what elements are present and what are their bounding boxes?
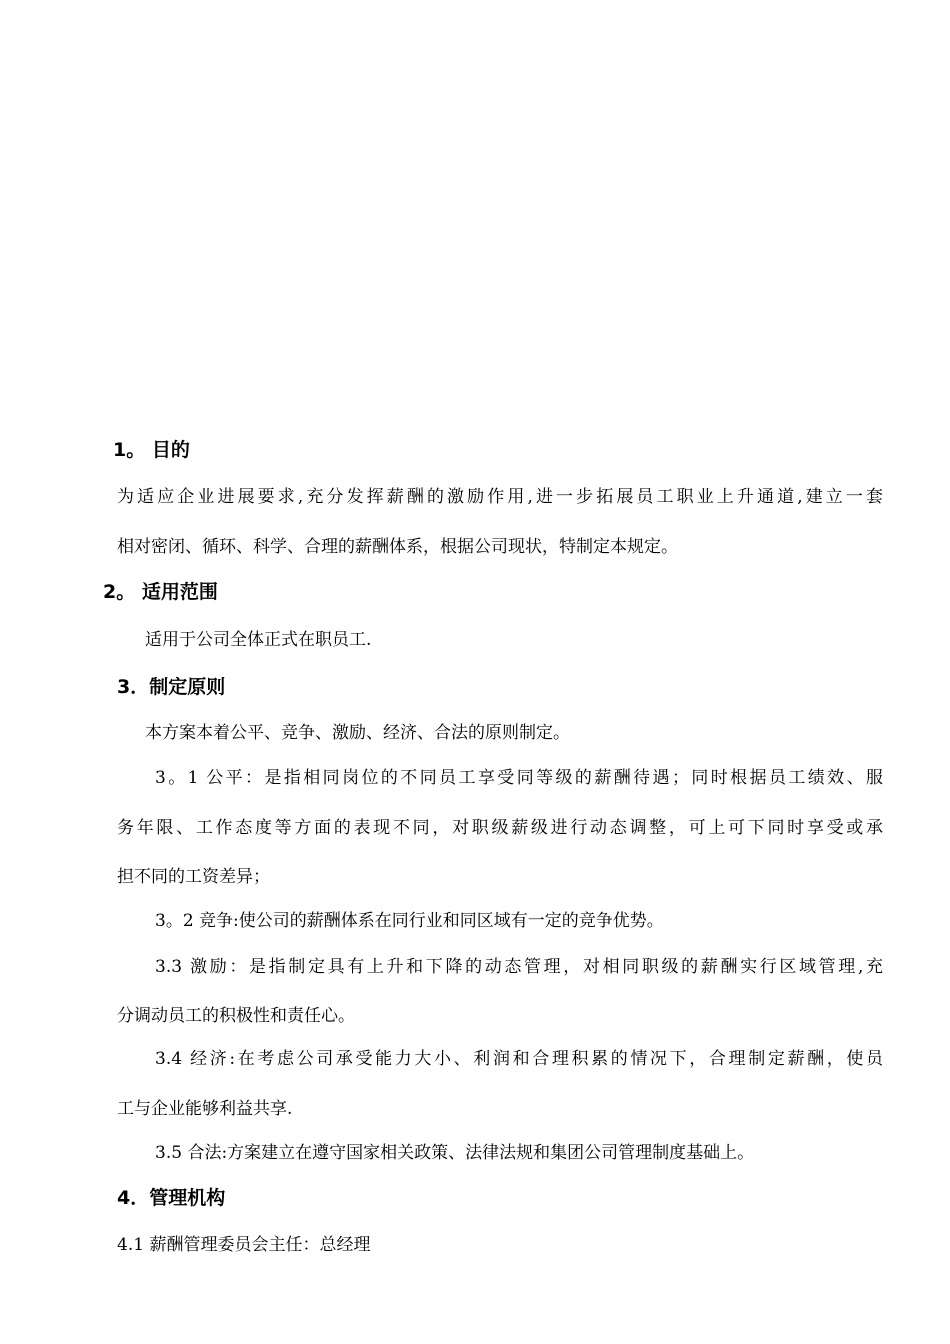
paragraph-line: 本方案本着公平、竞争、激励、经济、合法的原则制定。	[145, 723, 570, 743]
section-heading-purpose: 1。 目的	[113, 439, 190, 461]
list-item-incentive: 3.3 激励：是指制定具有上升和下降的动态管理，对相同职级的薪酬实行区域管理,充	[155, 957, 883, 977]
paragraph-line: 务年限、工作态度等方面的表现不同，对职级薪级进行动态调整，可上可下同时享受或承	[117, 818, 883, 838]
paragraph-line: 为适应企业进展要求,充分发挥薪酬的激励作用,进一步拓展员工职业上升通道,建立一套	[117, 487, 883, 507]
paragraph-line: 分调动员工的积极性和责任心。	[117, 1006, 355, 1026]
section-heading-principles: 3．制定原则	[117, 676, 226, 698]
paragraph-line: 工与企业能够利益共享.	[117, 1099, 293, 1119]
list-item-fairness: 3。1 公平：是指相同岗位的不同员工享受同等级的薪酬待遇；同时根据员工绩效、服	[155, 768, 883, 788]
list-item-legality: 3.5 合法:方案建立在遵守国家相关政策、法律法规和集团公司管理制度基础上。	[155, 1143, 755, 1163]
paragraph-line: 适用于公司全体正式在职员工.	[145, 630, 372, 650]
list-item-economy: 3.4 经济:在考虑公司承受能力大小、利润和合理积累的情况下，合理制定薪酬，使员	[155, 1049, 883, 1069]
list-item-competition: 3。2 竞争:使公司的薪酬体系在同行业和同区域有一定的竞争优势。	[155, 911, 664, 931]
paragraph-line: 4.1 薪酬管理委员会主任：总经理	[117, 1235, 371, 1255]
paragraph-line: 担不同的工资差异；	[117, 867, 270, 887]
section-heading-scope: 2。 适用范围	[103, 581, 218, 603]
section-heading-management: 4．管理机构	[117, 1187, 226, 1209]
paragraph-line: 相对密闭、循环、科学、合理的薪酬体系，根据公司现状，特制定本规定。	[117, 537, 678, 557]
